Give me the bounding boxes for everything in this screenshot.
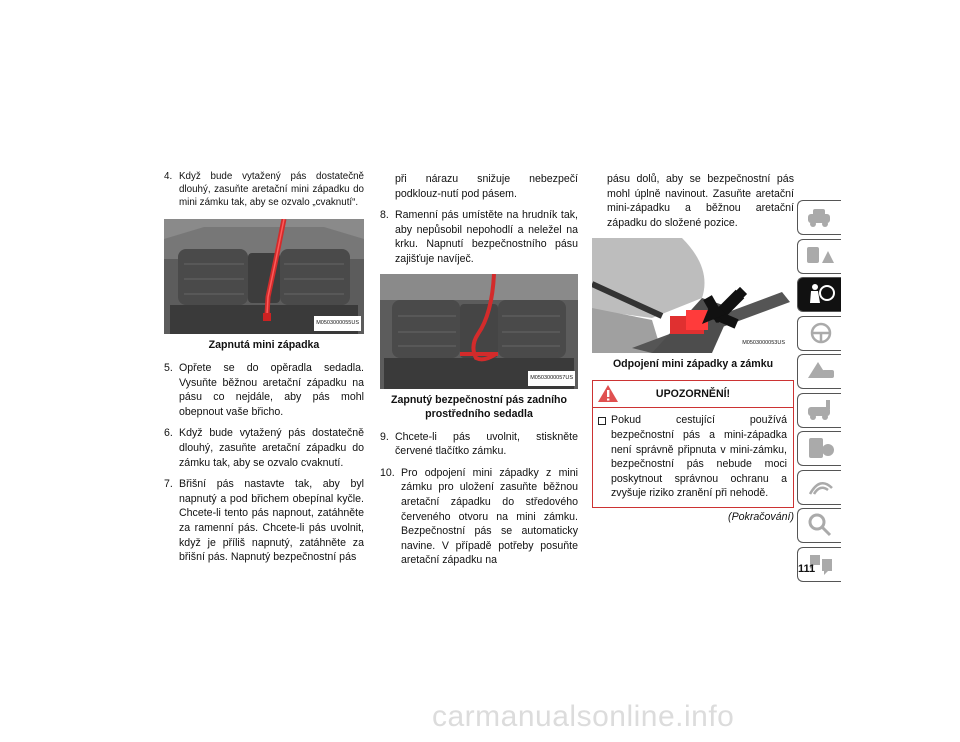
column-2 (380, 172, 578, 575)
column-1 (164, 170, 364, 572)
figure-caption: Zapnutý bezpečnostní pás zadního prostředního sedadla (391, 393, 567, 420)
watermark: carmanualsonline.info (432, 700, 735, 733)
step-5-text: Opřete se do opěradla sedadla. Vysuňte běžnou aretační západku na pásu co nejdále, aby pás mohl obepnout vaše břicho. (179, 362, 364, 418)
tab-safety[interactable] (797, 277, 841, 312)
step-7: 7. Břišní pás nastavte tak, aby byl napnutý a pod břichem obepínal kyčle. Chcete-li tento pás napnout, zatáhněte za ramenní pás. Chcete-li pás uvolnit, když je příliš napnutý, zatáhněte za břišní pás. Napnutý bezpečnostní pás (164, 478, 364, 564)
tab-driving[interactable] (797, 316, 841, 351)
tab-index[interactable] (797, 508, 841, 543)
car-info-icon (804, 204, 838, 230)
step-6-text: Když bude vytažený pás dostatečně dlouhý, zasuňte aretační západku do zámku tak, aby se ozvalo cvaknutí. (179, 427, 364, 469)
step-10-continued: pásu dolů, aby se bezpečnostní pás mohl úplně navinout. Zasuňte aretační mini-západku a běžnou aretační západku do složené pozice. (607, 173, 794, 229)
checkbox-bullet-icon (598, 417, 606, 425)
step-10-text: Pro odpojení mini západky z mini zámku pro uložení zasuňte běžnou aretační západku do středového červeného otvoru na mini zámku. Bezpečnostní pás se automaticky navine. V případě potřeby posuňte aretační západku na (401, 466, 578, 567)
step-6: 6. Když bude vytažený pás dostatečně dlouhý, zasuňte aretační západku do zámku tak, aby se ozvalo cvaknutí. (164, 427, 364, 469)
page-number: 111 (798, 563, 816, 575)
specifications-icon (804, 435, 838, 461)
step-9: 9. Chcete-li pás uvolnit, stiskněte červené tlačítko zámku. (380, 430, 578, 458)
tab-car-info[interactable] (797, 200, 841, 235)
warning-box (592, 380, 794, 508)
warning-title: UPOZORNĚNÍ! (655, 388, 731, 401)
tab-service[interactable] (797, 393, 841, 428)
step-4: 4. Když bude vytažený pás dostatečně dlouhý, zasuňte aretační mini západku do mini zámku tak, aby se ozvalo „cvaknutí“. (164, 171, 364, 208)
step-9-text: Chcete-li pás uvolnit, stiskněte červené tlačítko zámku. (395, 430, 578, 458)
figure-unlatch-mini (592, 238, 790, 353)
step-4-text: Když bude vytažený pás dostatečně dlouhý, zasuňte aretační mini západku do mini zámku tak, aby se ozvalo „cvaknutí“. (179, 171, 364, 208)
safety-airbag-icon (804, 281, 838, 307)
figure-code: M0503000055US (314, 316, 361, 331)
tab-emergency[interactable] (797, 354, 841, 389)
warning-header (593, 381, 793, 408)
index-search-icon (804, 512, 838, 538)
step-10: 10. Pro odpojení mini západky z mini zámku pro uložení zasuňte běžnou aretační západku do středového červeného otvoru na mini zámku. Bezpečnostní pás se automaticky navine. V případě potřeby posuňte aretační západku na (380, 466, 578, 567)
chapter-tabs (797, 200, 841, 585)
step-8: 8. Ramenní pás umístěte na hrudník tak, aby nepůsobil nepohodlí a neležel na krku. Napnutí bezpečnostního pásu zajišťuje navíječ. (380, 209, 578, 265)
multimedia-icon (804, 474, 838, 500)
step-5: 5. Opřete se do opěradla sedadla. Vysuňte běžnou aretační západku na pásu co nejdále, aby pás mohl obepnout vaše břicho. (164, 362, 364, 418)
tab-specifications[interactable] (797, 431, 841, 466)
column-3 (592, 172, 794, 525)
dashboard-lights-icon (804, 243, 838, 269)
service-car-icon (804, 397, 838, 423)
continued-note: (Pokračování) (728, 510, 794, 523)
figure-caption: Zapnutá mini západka (208, 339, 320, 351)
emergency-icon (804, 358, 838, 384)
figure-code: M0503000053US (742, 339, 785, 346)
warning-body (593, 408, 793, 507)
step-7-continued: při nárazu snižuje nebezpečí podklouz-nutí pod pásem. (395, 173, 578, 200)
figure-code: M0503000057US (528, 371, 575, 386)
warning-text: Pokud cestující používá bezpečnostní pás a mini-západka není správně připnuta v mini-zámku, bezpečnostní pás nebude moci poskytnout správnou ochranu a zvyšuje riziko zranění při nehodě. (611, 414, 787, 500)
figure-caption: Odpojení mini západky a zámku (612, 358, 774, 371)
tab-dashboard-lights[interactable] (797, 239, 841, 274)
steering-wheel-icon (804, 320, 838, 346)
figure-mini-latch-fastened (164, 219, 364, 334)
tab-multimedia[interactable] (797, 470, 841, 505)
step-7-text: Břišní pás nastavte tak, aby byl napnutý a pod břichem obepínal kyčle. Chcete-li tento pás napnout, zatáhněte za ramenní pás. Chcete-li pás uvolnit, když je příliš napnutý, zatáhněte za břišní pás. Napnutý bezpečnostní pás (179, 478, 364, 564)
figure-center-seat-belt (380, 274, 578, 389)
step-8-text: Ramenní pás umístěte na hrudník tak, aby nepůsobil nepohodlí a neležel na krku. Napnutí bezpečnostního pásu zajišťuje navíječ. (395, 209, 578, 265)
